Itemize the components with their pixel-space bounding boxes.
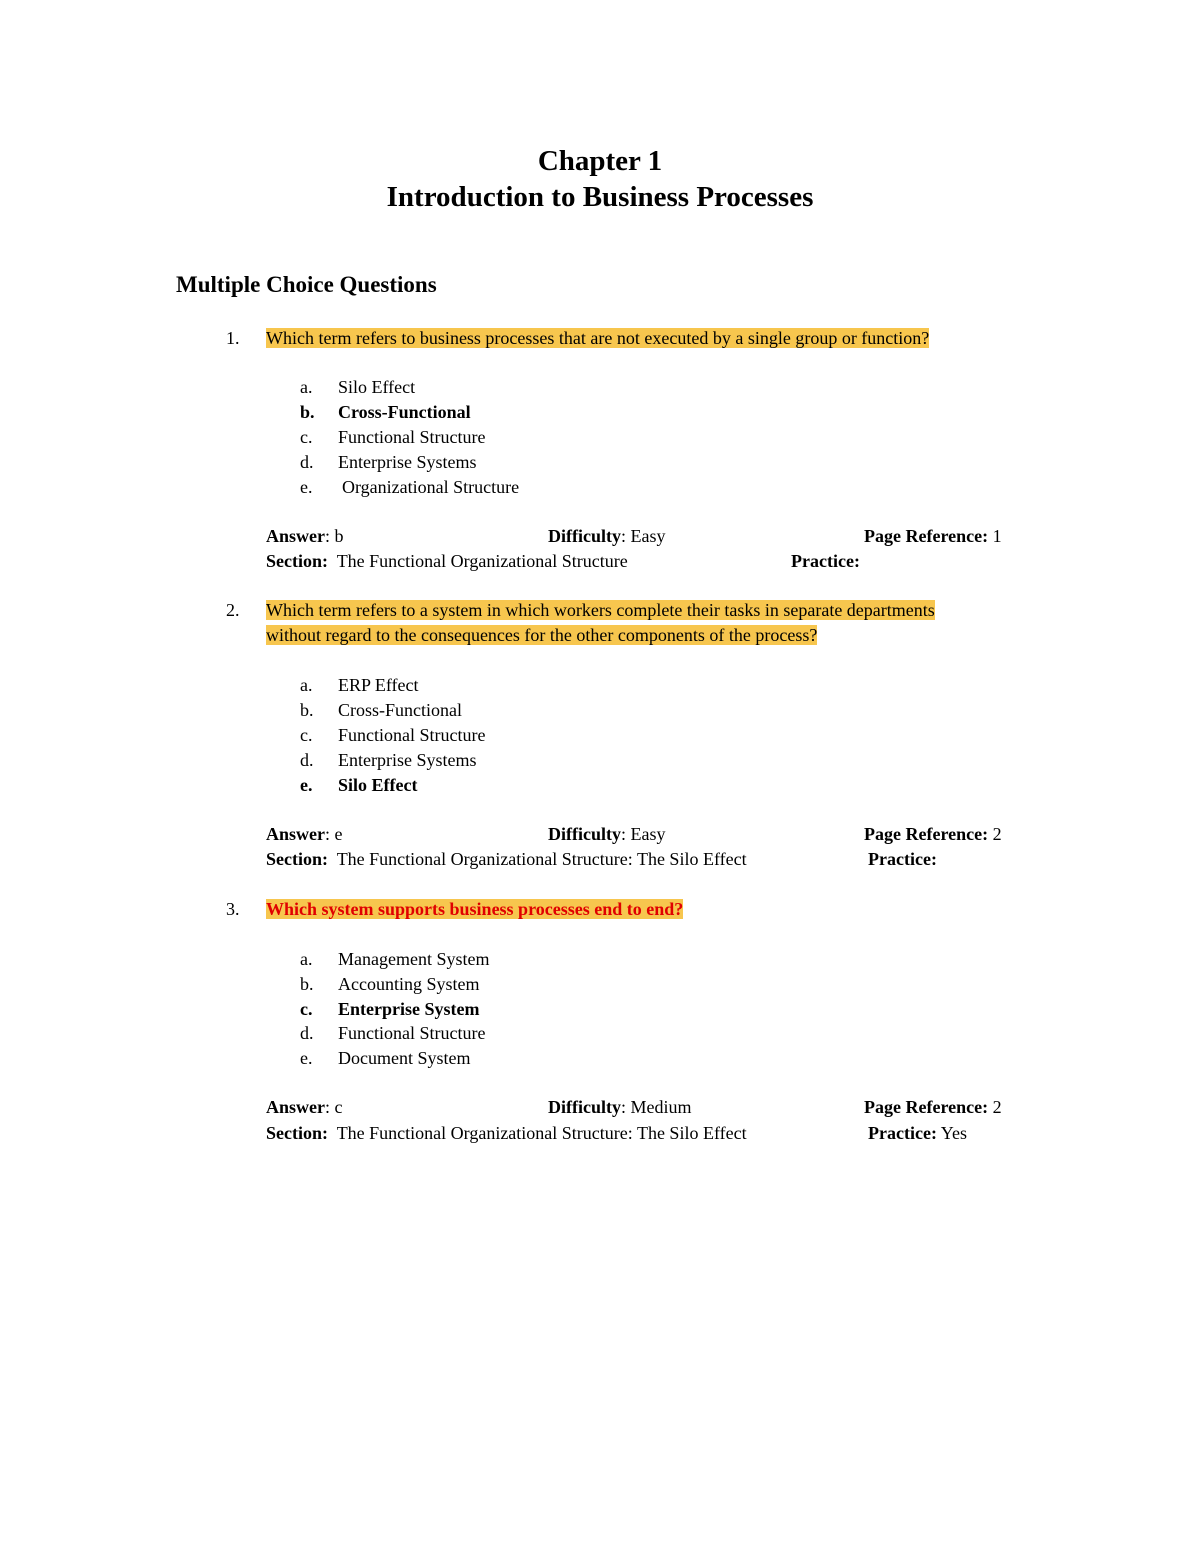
chapter-title: Introduction to Business Processes (386, 181, 814, 213)
section: Section: The Functional Organizational Structure: The Silo Effect (266, 849, 747, 869)
question-number: 2. (226, 600, 240, 620)
chapter-number: Chapter 1 (537, 145, 663, 177)
difficulty: Difficulty: Medium (548, 1097, 692, 1117)
question-text: Which term refers to business processes that are not executed by a single group or function? (266, 328, 930, 348)
option-c: c. Functional Structure (300, 427, 486, 447)
question-text: Which system supports business processes end to end? (266, 899, 684, 919)
practice: Practice: (868, 849, 937, 869)
option-d: d. Enterprise Systems (300, 750, 477, 770)
section-heading: Multiple Choice Questions (176, 272, 437, 297)
difficulty: Difficulty: Easy (548, 824, 666, 844)
option-d: d. Enterprise Systems (300, 452, 477, 472)
question-text-line-1: Which term refers to a system in which workers complete their tasks in separate departments (266, 600, 935, 620)
option-a: a. Management System (300, 949, 490, 969)
option-b: b. Cross-Functional (300, 700, 462, 720)
section: Section: The Functional Organizational Structure (266, 551, 628, 571)
option-b-correct: b. Cross-Functional (300, 402, 471, 422)
page-reference: Page Reference: 1 (864, 526, 1002, 546)
question-number: 1. (226, 328, 240, 348)
option-d: d. Functional Structure (300, 1023, 486, 1043)
option-b: b. Accounting System (300, 974, 480, 994)
option-e: e. Organizational Structure (300, 477, 520, 497)
page-reference: Page Reference: 2 (864, 824, 1002, 844)
answer: Answer: b (266, 526, 344, 546)
practice: Practice: (791, 551, 860, 571)
option-a: a. ERP Effect (300, 675, 419, 695)
question-number: 3. (226, 899, 240, 919)
answer: Answer: c (266, 1097, 343, 1117)
practice: Practice: Yes (868, 1123, 967, 1143)
section: Section: The Functional Organizational Structure: The Silo Effect (266, 1123, 747, 1143)
option-c-correct: c. Enterprise System (300, 999, 480, 1019)
answer: Answer: e (266, 824, 343, 844)
option-a: a. Silo Effect (300, 377, 416, 397)
option-e-correct: e. Silo Effect (300, 775, 418, 795)
option-e: e. Document System (300, 1048, 471, 1068)
page-reference: Page Reference: 2 (864, 1097, 1002, 1117)
question-text-line-2: without regard to the consequences for the other components of the process? (266, 625, 818, 645)
option-c: c. Functional Structure (300, 725, 486, 745)
difficulty: Difficulty: Easy (548, 526, 666, 546)
